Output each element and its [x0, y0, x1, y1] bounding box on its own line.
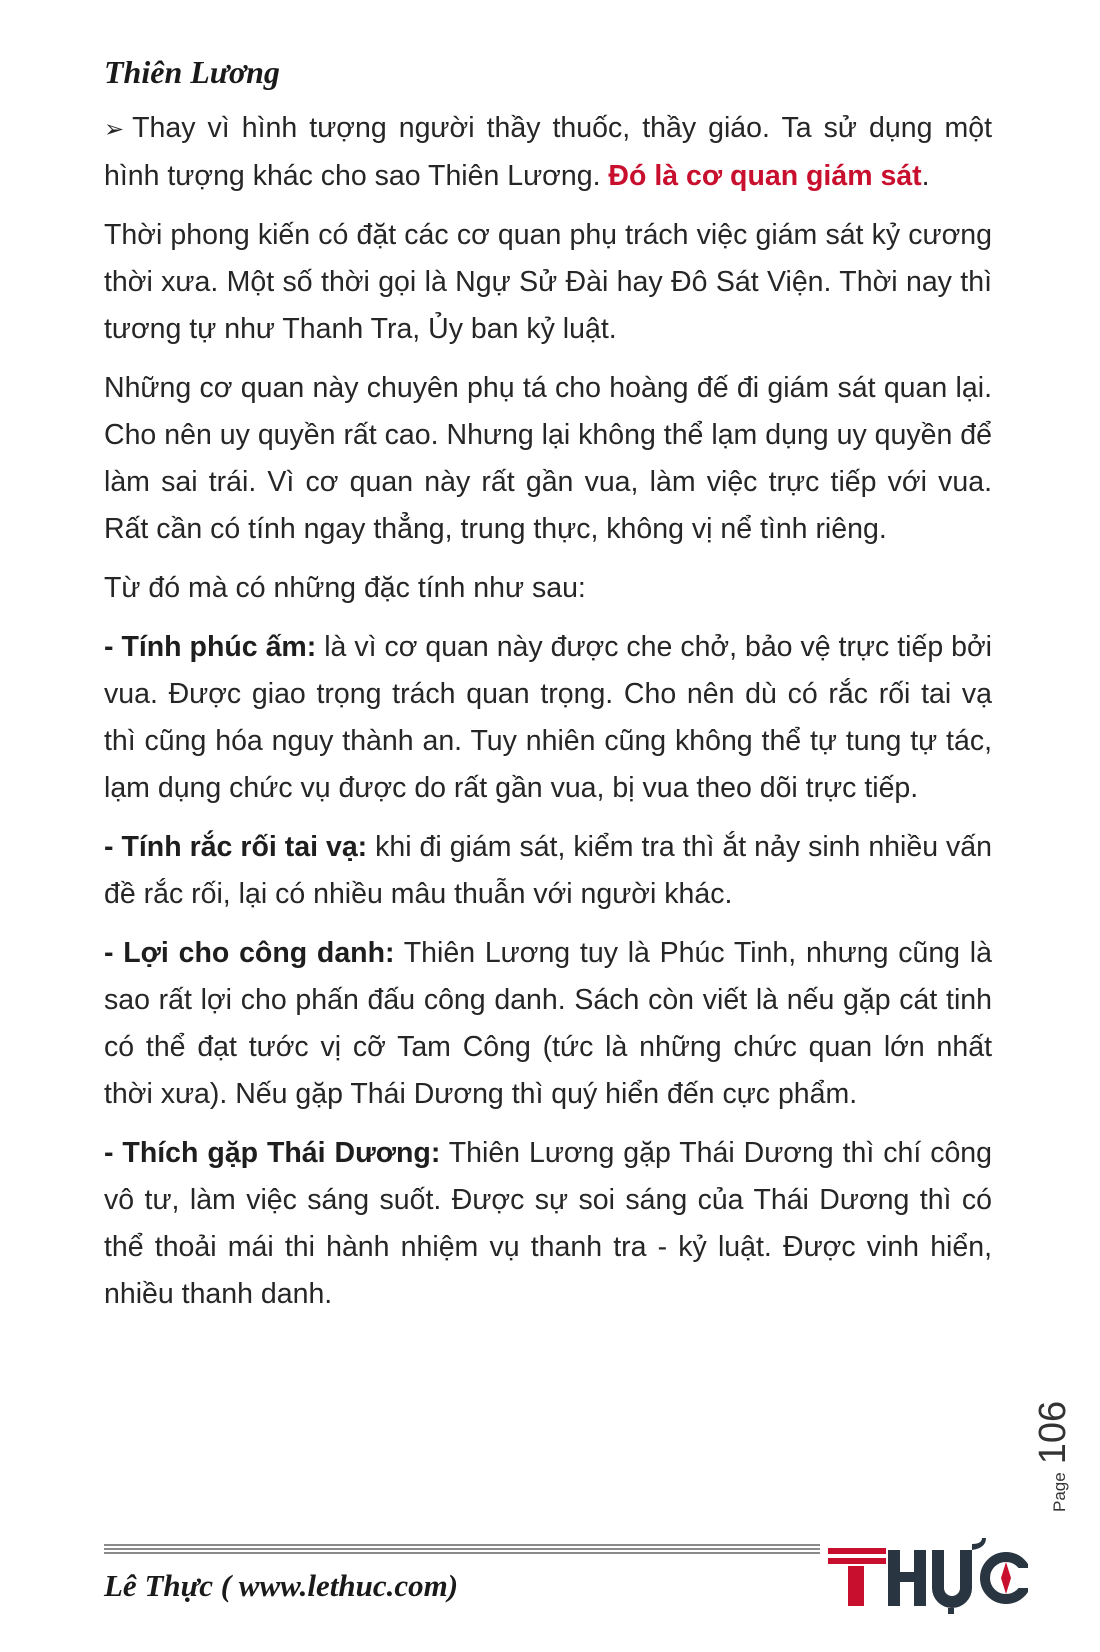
- logo-c-compass-icon: [985, 1557, 1028, 1599]
- arrow-bullet-icon: ➢: [104, 116, 125, 143]
- paragraph-authority: Những cơ quan này chuyên phụ tá cho hoàng đế đi giám sát quan lại. Cho nên uy quyền rất cao. Nhưng lại không thể lạm dụng uy quyền để làm sai trái. Vì cơ quan này rất gần vua, làm việc trực tiếp với vua. Rất cần có tính ngay thẳng, trung thực, không vị nể tình riêng.: [104, 372, 992, 545]
- trait-text: là vì cơ quan này được che chở, bảo vệ trực tiếp bởi vua. Được giao trọng trách quan trọng. Cho nên dù có rắc rối tai vạ thì cũng hóa nguy thành an. Tuy nhiên cũng không thể tự tung tự tác, lạm dụng chức vụ được do rất gần vua, bị vua theo dõi trực tiếp.: [104, 631, 992, 804]
- trait-text: Thiên Lương gặp Thái Dương thì chí công vô tư, làm việc sáng suốt. Được sự soi sáng của Thái Dương thì có thể thoải mái thi hành nhiệm vụ thanh tra - kỷ luật. Được vinh hiển, nhiều thanh danh.: [104, 1137, 992, 1310]
- page-digit: 106: [1032, 1400, 1074, 1465]
- intro-highlight: Đó là cơ quan giám sát: [608, 160, 922, 192]
- thuc-logo: [828, 1538, 1028, 1614]
- trait-text: Thiên Lương tuy là Phúc Tinh, nhưng cũng là sao rất lợi cho phấn đấu công danh. Sách còn viết là nếu gặp cát tinh có thể đạt tước vị cỡ Tam Công (tức là những chức quan lớn nhất thời xưa). Nếu gặp Thái Dương thì quý hiển đến cực phẩm.: [104, 937, 992, 1110]
- trait-item: [104, 824, 992, 918]
- logo-h-mark: [888, 1550, 926, 1606]
- trait-label: - Lợi cho công danh:: [104, 937, 395, 969]
- trait-label: - Tính phúc ấm:: [104, 631, 317, 663]
- page-number: [1032, 1401, 1075, 1512]
- footer-author: Lê Thực ( www.lethuc.com): [104, 1568, 459, 1603]
- page-word: Page: [1050, 1472, 1069, 1512]
- footer-rule: [104, 1544, 820, 1556]
- trait-item: [104, 624, 992, 812]
- paragraph-traits-intro: Từ đó mà có những đặc tính như sau:: [104, 572, 586, 604]
- trait-label: - Thích gặp Thái Dương:: [104, 1137, 441, 1169]
- intro-text: Thay vì hình tượng người thầy thuốc, thầy giáo. Ta sử dụng một hình tượng khác cho sao Thiên Lương.: [104, 112, 992, 192]
- intro-paragraph: [104, 105, 992, 200]
- section-heading: Thiên Lương: [104, 54, 280, 90]
- trait-item: [104, 1130, 992, 1318]
- page-content: [104, 48, 992, 1330]
- intro-after: .: [921, 160, 930, 192]
- trait-text: khi đi giám sát, kiểm tra thì ắt nảy sinh nhiều vấn đề rắc rối, lại có nhiều mâu thuẫn với người khác.: [104, 831, 992, 910]
- logo-t-mark: [828, 1548, 886, 1606]
- paragraph-feudal: Thời phong kiến có đặt các cơ quan phụ trách việc giám sát kỷ cương thời xưa. Một số thời gọi là Ngự Sử Đài hay Đô Sát Viện. Thời nay thì tương tự như Thanh Tra, Ủy ban kỷ luật.: [104, 219, 992, 345]
- trait-label: - Tính rắc rối tai vạ:: [104, 831, 368, 863]
- trait-item: [104, 930, 992, 1118]
- logo-u-mark: [932, 1538, 986, 1614]
